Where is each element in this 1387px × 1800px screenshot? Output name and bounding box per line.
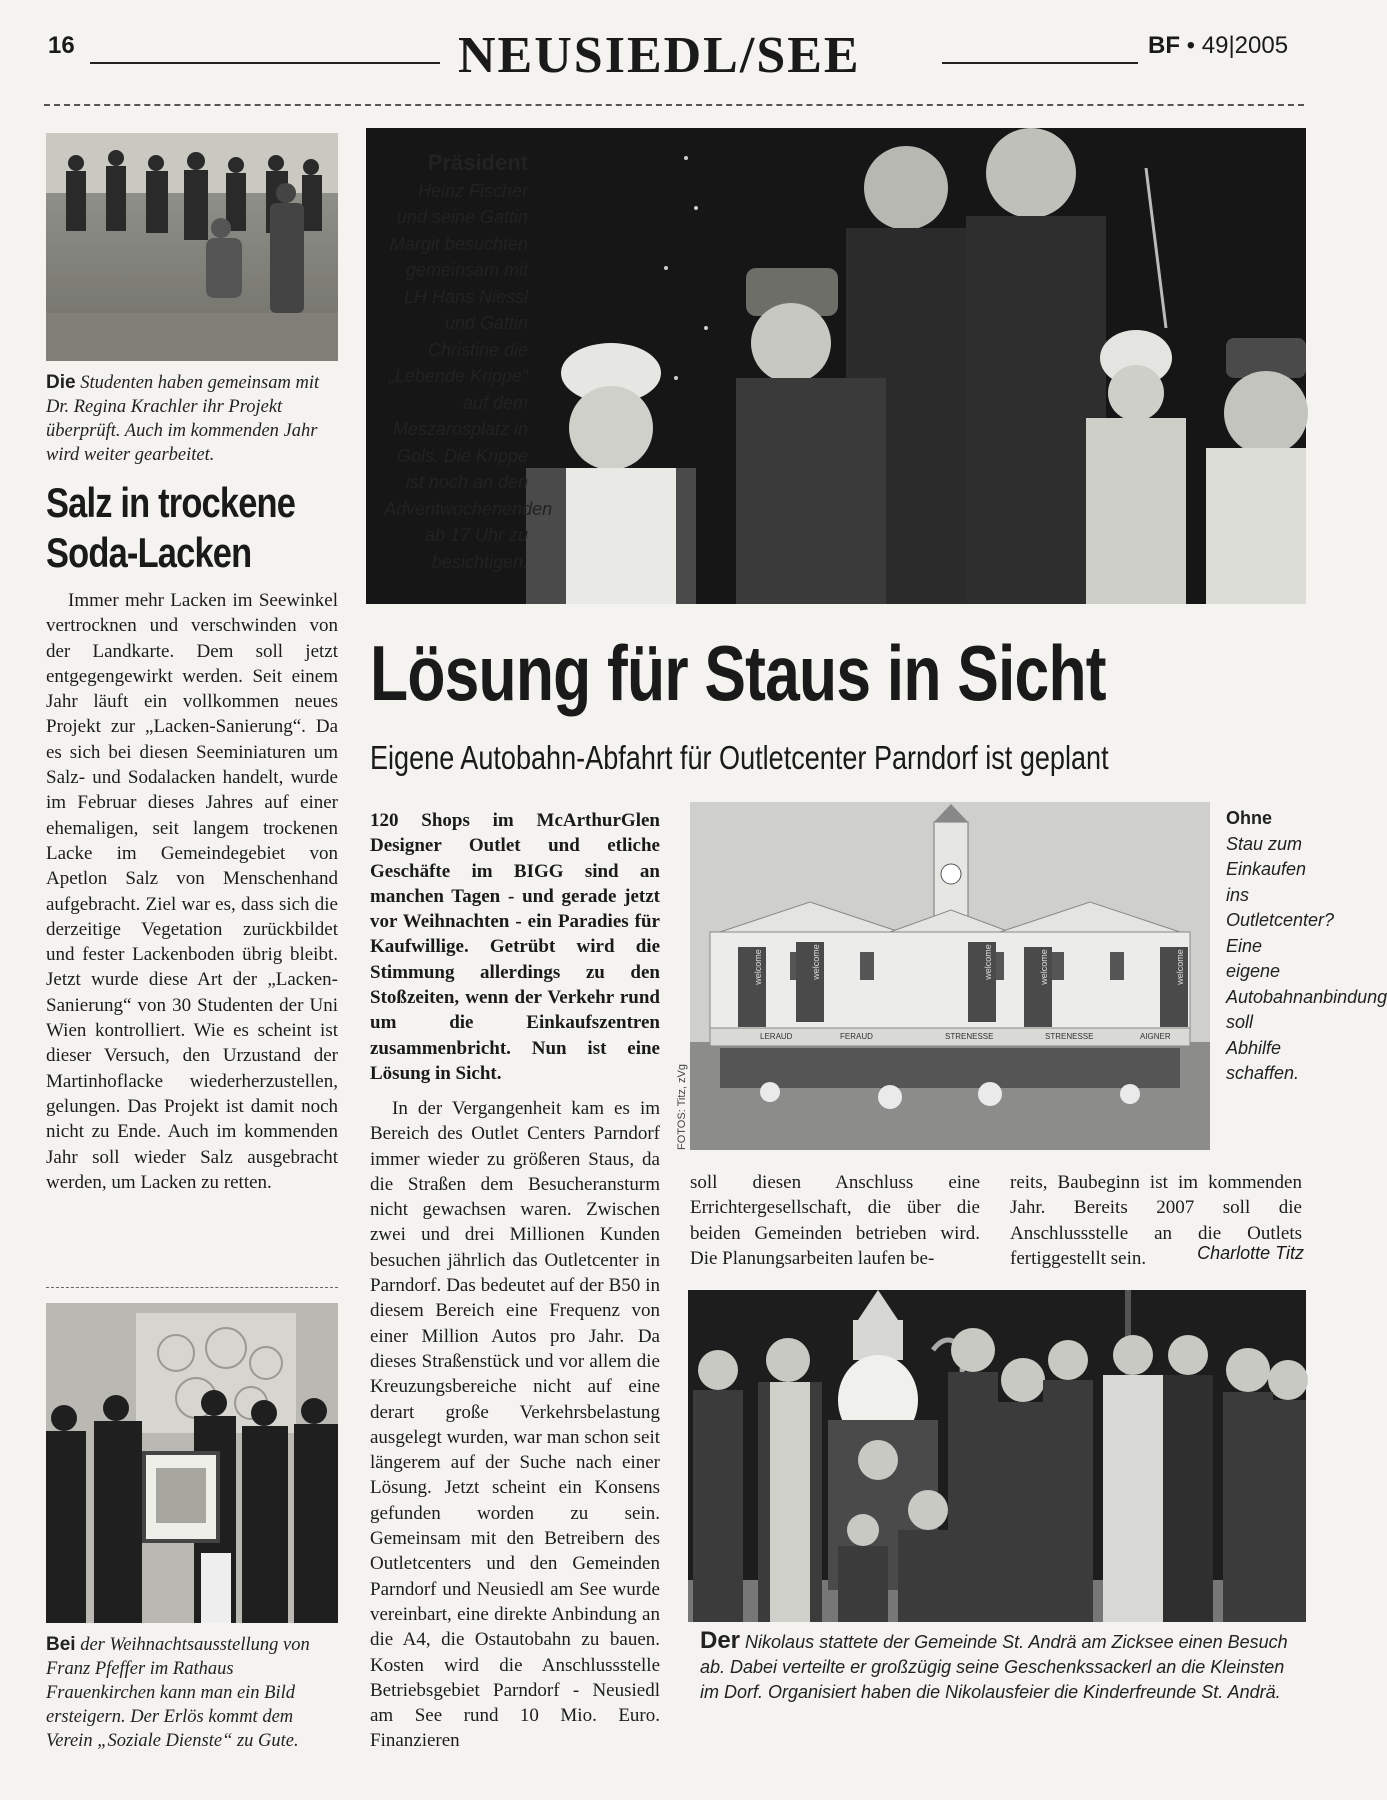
header-rule-left [90, 62, 440, 64]
staus-body-col2 [690, 1170, 980, 1271]
header-dash-divider [44, 104, 1304, 106]
left-column-divider [46, 1287, 338, 1288]
shop-sign-4: STRENESSE [1045, 1032, 1094, 1041]
staus-body-text: soll diesen Anschluss eine Errichtergesellschaft, die über die beiden Gemeinden betrieben wird. Die Planungsarbeiten laufen be- [690, 1172, 980, 1269]
nikolaus-photo [688, 1290, 1306, 1622]
caption-text: Nikolaus stattete der Gemeinde St. Andrä am Zicksee einen Besuch ab. Dabei verteilte er großzügig seine Geschenkssackerl an die Kleinsten im Dorf. Organisiert haben die Nikolausfeier die Kinderfreunde St. Andrä. [700, 1632, 1288, 1702]
shop-sign-2: FERAUD [840, 1032, 873, 1041]
students-caption [46, 371, 338, 467]
section-title: NEUSIEDL/SEE [458, 27, 861, 84]
caption-lead-word: Die [46, 372, 76, 393]
photo-credit: FOTOS: Titz, zVg [676, 1064, 688, 1150]
staus-body-text: In der Vergangenheit kam es im Bereich des Outlet Centers Parndorf immer wieder zu größeren Staus, da die Straßen dem Besucheransturm nicht gewachsen waren. Zwischen zwei und drei Millionen Kunden besuchen jährlich das Outletcenter in Parndorf. Das bedeutet auf der B50 in diesem Bereich eine Frequenz von einer Million Autos pro Jahr. Da dieses Straßenstück und vor allem die Kreuzungsbereiche nicht auf eine derart große Verkehrsbelastung ausgelegt wurden, war man schon seit längerem auf der Suche nach einer Lösung. Jetzt scheint ein Konsens gefunden worden zu sein. Gemeinsam mit den Betreibern des Outletcenters und den Gemeinden Parndorf und Neusiedl am See wurde vereinbart, eine direkte Anbindung an die A4, die Ostautobahn zu bauen. Kosten wird die Anschlussstelle Betriebsgebiet Parndorf - Neusiedl am See rund 10 Mio. Euro. Finanzieren [370, 1098, 660, 1752]
president-caption [384, 150, 553, 575]
issue-number: 49|2005 [1201, 32, 1289, 59]
staus-author: Charlotte Titz [1197, 1243, 1304, 1263]
welcome-banner-1: welcome [752, 949, 763, 985]
caption-text: Stau zum Einkaufen ins Outletcenter? Eine eigene Autobahnanbindung soll Abhilfe schaffen. [1226, 833, 1387, 1083]
staus-body-text: reits, Baubeginn ist im kommenden Jahr. Bereits 2007 soll die Anschlussstelle an die Outlets fertiggestellt sein. [1010, 1172, 1302, 1269]
nikolaus-caption [700, 1628, 1300, 1705]
caption-lead-word: Ohne [1226, 808, 1273, 828]
staus-subheadline: Eigene Autobahn-Abfahrt für Outletcenter Parndorf ist geplant [370, 739, 1109, 776]
salz-body-text: Immer mehr Lacken im Seewinkel vertrocknen und verschwinden von der Landkarte. Dem soll jetzt entgegengewirkt werden. Seit einem Jahr läuft ein vollkommen neues Projekt zur „Lacken-Sanierung“. Da es sich bei diesen Seeminiaturen um Salz- und Sodalacken handelt, wurde im Februar dieses Jahres auf einer ehemaligen, seit langem trockenen Lacke im Gemeindegebiet von Apetlon Salz von Menschenhand aufgebracht. Ziel war es, dass sich die derzeitige Vegetation zurückbildet und fester Lackenboden übrig bleibt. Jetzt wurde diese Art der „Lacken-Sanierung“ von 30 Studenten der Uni Wien kontrolliert. Wie es scheint ist dieser Versuch, den Urzustand der Martinhoflacke wiederherzustellen, gelungen. Das Projekt ist damit noch nicht zu Ende. Auch im kommenden Jahr soll wieder Salz ausgebracht werden, um Lacken zu retten. [46, 590, 338, 1193]
outlet-photo-caption [1226, 806, 1387, 1087]
students-photo [46, 133, 338, 361]
salz-body [46, 588, 338, 1195]
page-number: 16 [48, 32, 75, 59]
caption-text: der Weihnachtsausstellung von Franz Pfeffer im Rathaus Frauenkirchen kann man ein Bild ersteigern. Der Erlös kommt dem Verein „Soziale Dienste“ zu Gute. [46, 1635, 310, 1751]
staus-lead: 120 Shops im McArthurGlen Designer Outlet und etliche Geschäfte im BIGG sind an manchen Tagen - und gerade jetzt vor Weihnachten - ein Paradies für Kaufwillige. Getrübt wird die Stimmung allerdings zu den Stoßzeiten, wenn der Verkehr rund um die Einkaufszentren zusammenbricht. Nun ist eine Lösung in Sicht. [370, 810, 660, 1084]
staus-headline: Lösung für Staus in Sicht [370, 629, 1106, 717]
salz-headline: Salz in trockene Soda-Lacken [46, 479, 296, 576]
caption-lead-word: Bei [46, 1634, 76, 1655]
welcome-banner-2: welcome [810, 944, 821, 980]
publication-name: BF [1148, 32, 1180, 59]
shop-sign-3: STRENESSE [945, 1032, 994, 1041]
exhibition-photo [46, 1303, 338, 1623]
building-signs [690, 802, 1210, 1150]
caption-text: Studenten haben gemeinsam mit Dr. Regina Krachler ihr Projekt überprüft. Auch im kommenden Jahr wird weiter gearbeitet. [46, 373, 320, 465]
publication-issue: BF • 49|2005 [1148, 32, 1289, 59]
outlet-photo [690, 802, 1210, 1150]
caption-text: Heinz Fischer und seine Gattin Margit besuchten gemeinsam mit LH Hans Niessl und Gattin Christine die „Lebende Krippe“ auf dem Meszarosplatz in Gols. Die Krippe ist noch an den Adventwochenenden ab 17 Uhr zu besichtigen. [384, 180, 553, 572]
exhibition-caption [46, 1633, 338, 1753]
welcome-banner-3: welcome [982, 944, 993, 980]
welcome-banner-5: welcome [1174, 949, 1185, 985]
shop-sign-1: LERAUD [760, 1032, 793, 1041]
staus-body-col1 [370, 1096, 660, 1754]
caption-lead-word: Präsident [427, 150, 528, 175]
caption-lead-word: Der [700, 1627, 741, 1654]
header-rule-right [942, 62, 1138, 64]
welcome-banner-4: welcome [1038, 949, 1049, 985]
shop-sign-5: AIGNER [1140, 1032, 1171, 1041]
